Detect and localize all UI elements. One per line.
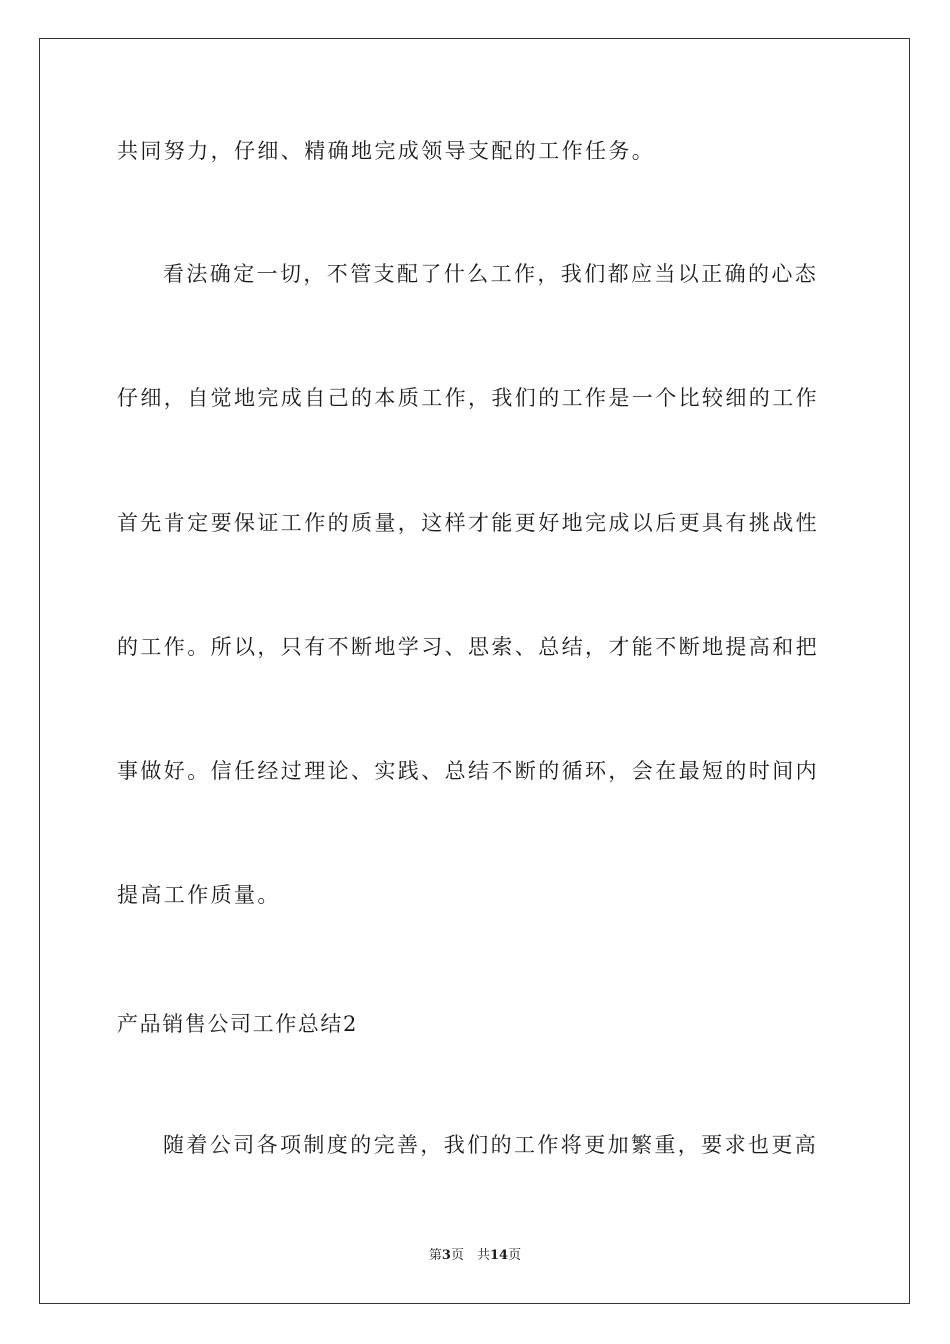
body-line-7: 提高工作质量。	[117, 883, 281, 907]
footer-mid: 页 共	[450, 1248, 490, 1263]
body-line-4: 首先肯定要保证工作的质量，这样才能更好地完成以后更具有挑战性	[117, 511, 819, 535]
section-heading: 产品销售公司工作总结2	[117, 1012, 358, 1036]
page-footer	[0, 1247, 950, 1265]
footer-total-pages: 14	[489, 1248, 509, 1263]
body-line-2: 看法确定一切，不管支配了什么工作，我们都应当以正确的心态	[163, 262, 819, 286]
footer-suffix: 页	[508, 1248, 522, 1263]
body-line-5: 的工作。所以，只有不断地学习、思索、总结，才能不断地提高和把	[117, 635, 819, 659]
section-line-1: 随着公司各项制度的完善，我们的工作将更加繁重，要求也更高	[163, 1133, 819, 1157]
page-frame	[39, 38, 910, 1304]
footer-page-number: 3	[441, 1248, 451, 1263]
body-line-1: 共同努力，仔细、精确地完成领导支配的工作任务。	[117, 139, 656, 163]
body-line-6: 事做好。信任经过理论、实践、总结不断的循环，会在最短的时间内	[117, 759, 819, 783]
body-line-3: 仔细，自觉地完成自己的本质工作，我们的工作是一个比较细的工作	[117, 386, 819, 410]
footer-prefix: 第	[428, 1248, 442, 1263]
